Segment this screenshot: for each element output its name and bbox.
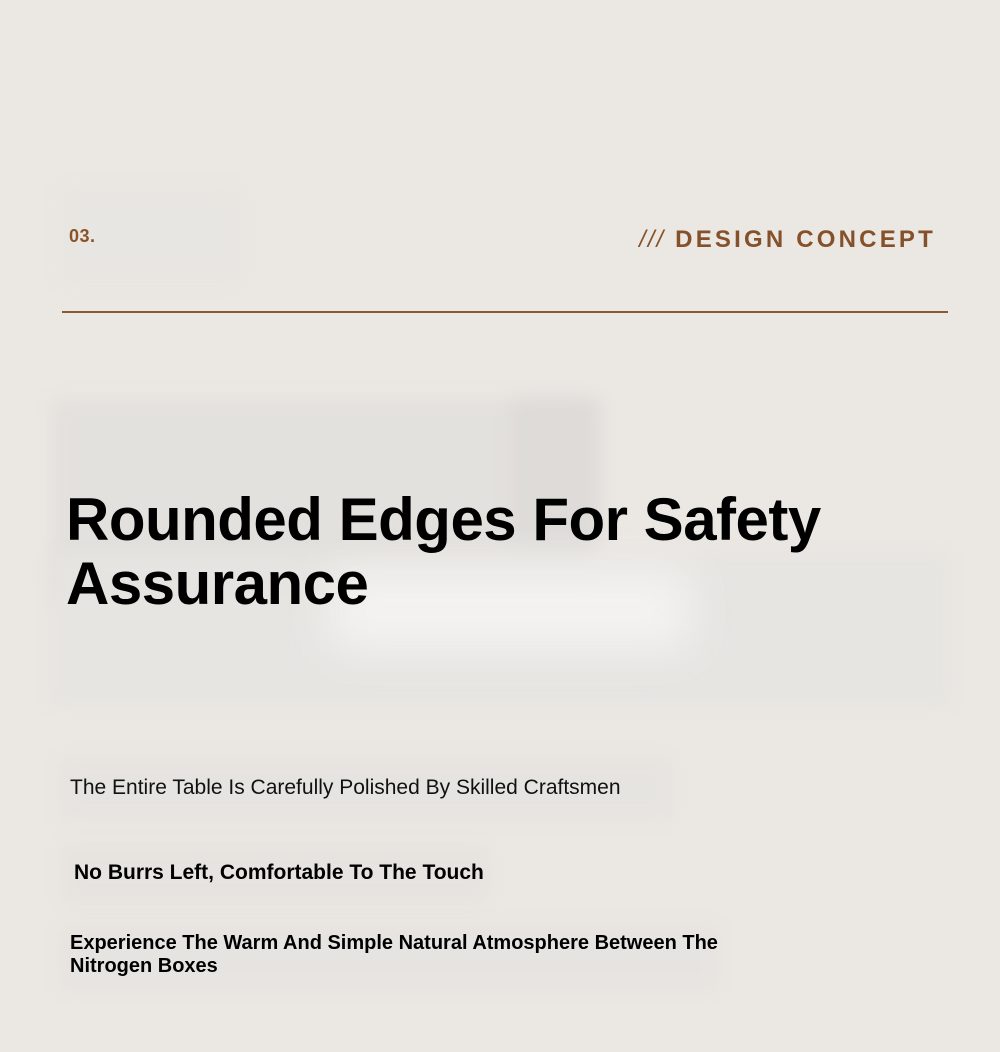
- hero-title: Rounded Edges For Safety Assurance: [66, 486, 821, 617]
- feature-text-polished: The Entire Table Is Carefully Polished By Skilled Craftsmen: [70, 776, 621, 799]
- section-heading-title: DESIGN CONCEPT: [675, 226, 936, 253]
- section-divider: [62, 311, 948, 313]
- section-heading: [639, 226, 936, 254]
- section-heading-slashes: ///: [639, 226, 666, 253]
- feature-text-atmosphere: Experience The Warm And Simple Natural Atmosphere Between The Nitrogen Boxes: [70, 932, 718, 977]
- section-number: 03.: [69, 226, 96, 246]
- feature-text-no-burrs: No Burrs Left, Comfortable To The Touch: [74, 861, 484, 884]
